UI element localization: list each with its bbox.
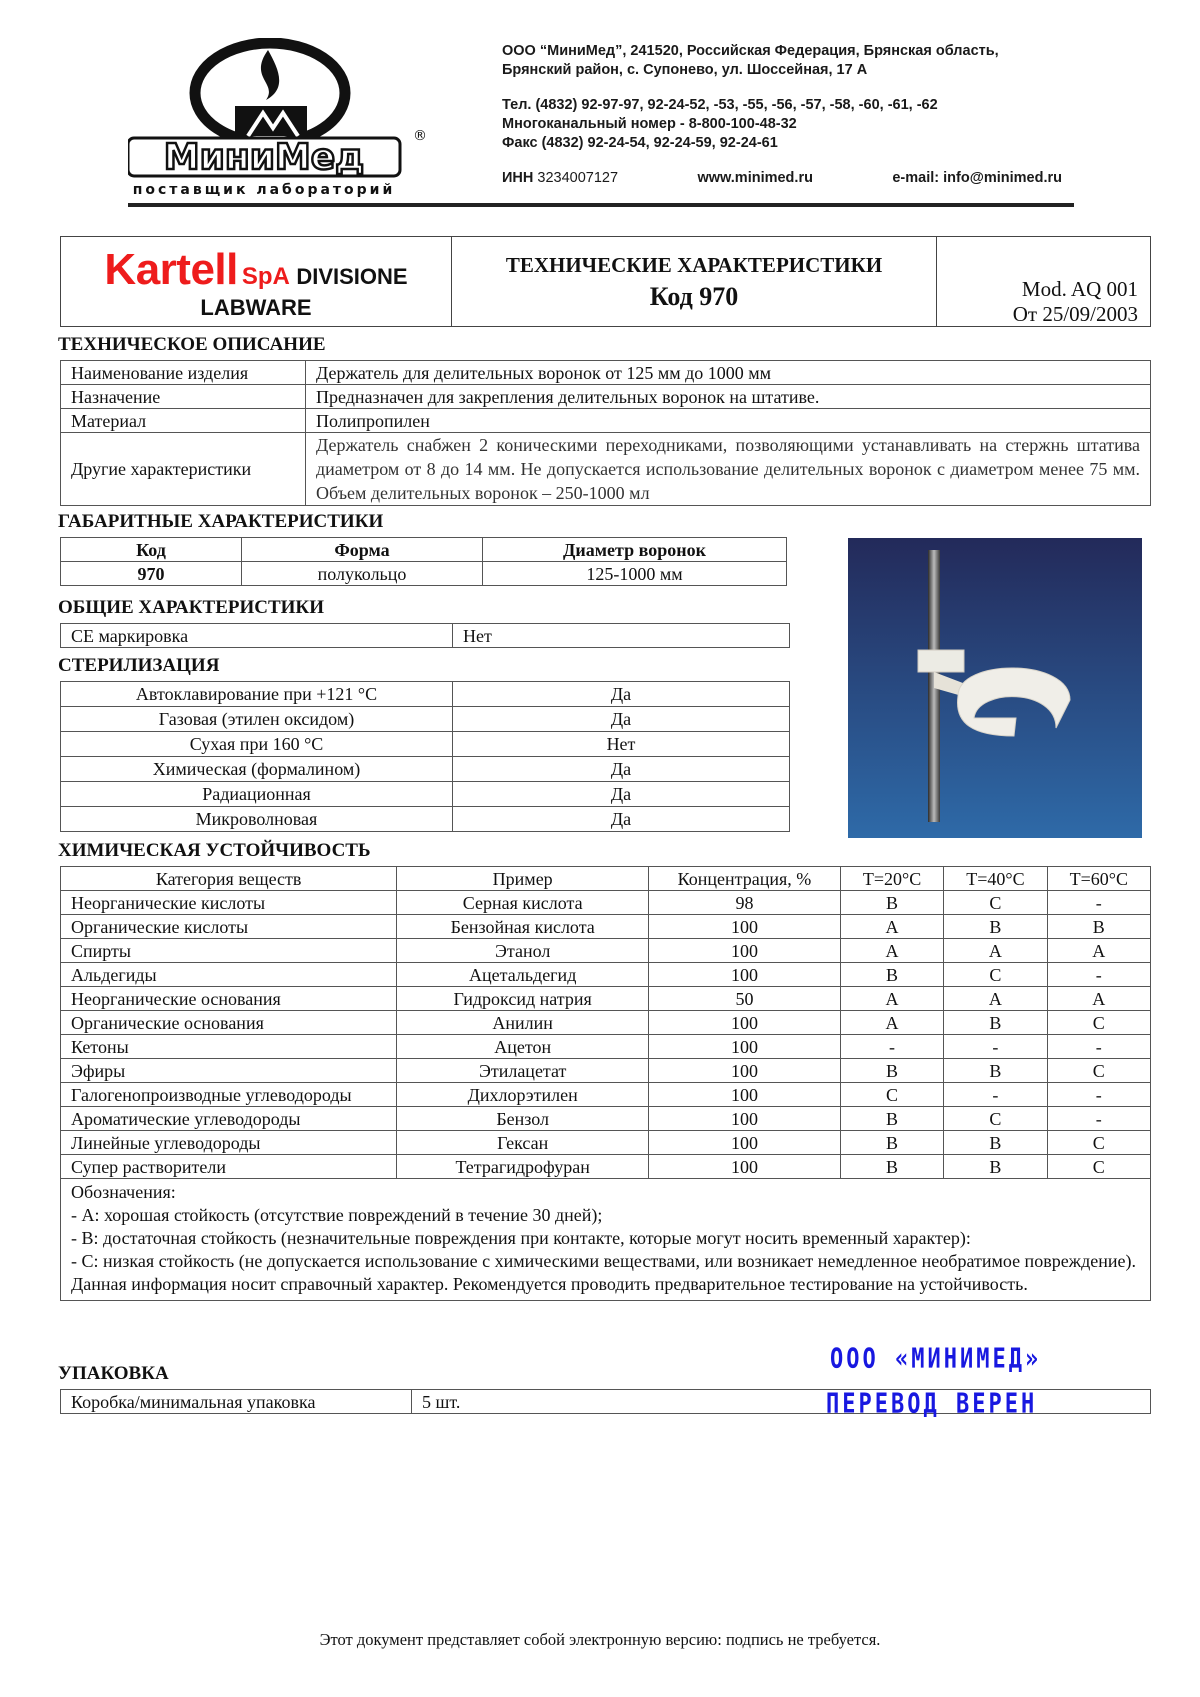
general-table [60,623,790,648]
email-link[interactable]: e-mail: info@minimed.ru [892,170,1062,186]
table-row: Автоклавирование при +121 °С Да [61,682,790,707]
minimed-logo [128,38,438,198]
t60-cell: C [1047,1011,1150,1035]
example-cell: Ацетальдегид [397,963,649,987]
t60-cell: B [1047,915,1150,939]
t40-cell: A [944,987,1047,1011]
concentration-cell: 100 [649,1059,841,1083]
example-cell: Гидроксид натрия [397,987,649,1011]
product-code-title: Код 970 [649,282,739,311]
multichannel-number: Многоканальный номер - 8-800-100-48-32 [502,116,797,132]
table-row: Назначение Предназначен для закрепления делительных воронок на штативе. [61,385,1151,409]
flame-icon [261,50,279,100]
kartell-brand: Kartell SpA DIVISIONE LABWARE [61,237,452,326]
t60-cell: - [1047,963,1150,987]
t40-cell: B [944,1131,1047,1155]
category-cell: Органические основания [61,1011,397,1035]
legend: Обозначения: - А: хорошая стойкость (отсутствие повреждений в течение 30 дней); - В: достаточная стойкость (незначительные повреждения при контакте, которые могут носить временный характер): - С: низкая стойкость (не допускается использование с химическими веществами, или возникает немедленное необратимое повреждение). Данная информация носит справочный характер. Рекомендуется проводить предварительное тестирование на устойчивость. [61,1179,1151,1301]
t20-cell: B [840,1155,943,1179]
t40-cell: B [944,1011,1047,1035]
t60-cell: C [1047,1155,1150,1179]
category-cell: Органические кислоты [61,915,397,939]
example-cell: Гексан [397,1131,649,1155]
concentration-cell: 100 [649,1011,841,1035]
section-heading-general: ОБЩИЕ ХАРАКТЕРИСТИКИ [58,597,324,618]
address-line1: ООО “МиниМед”, 241520, Российская Федерация, Брянская область, [502,43,999,59]
table-row: Химическая (формалином) Да [61,757,790,782]
t20-cell: B [840,891,943,915]
table-header-row: Категория веществ Пример Концентрация, % T=20°C T=40°C T=60°C [61,867,1151,891]
t60-cell: A [1047,987,1150,1011]
concentration-cell: 98 [649,891,841,915]
example-cell: Бензойная кислота [397,915,649,939]
table-row [61,915,1151,939]
minimed-logo-graphic [128,38,438,198]
t40-cell: - [944,1035,1047,1059]
table-row [61,987,1151,1011]
t20-cell: B [840,1059,943,1083]
table-row [61,1107,1151,1131]
concentration-cell: 100 [649,1107,841,1131]
concentration-cell: 100 [649,939,841,963]
t40-cell: C [944,1107,1047,1131]
table-row [61,1083,1151,1107]
category-cell: Линейные углеводороды [61,1131,397,1155]
table-row [61,1131,1151,1155]
table-row [61,1011,1151,1035]
concentration-cell: 100 [649,1083,841,1107]
logo-wordmark: МиниМед [163,137,365,178]
table-row: 970 полукольцо 125-1000 мм [61,562,787,586]
category-cell: Супер растворители [61,1155,397,1179]
t60-cell: C [1047,1131,1150,1155]
category-cell: Альдегиды [61,963,397,987]
legend-row [61,1179,1151,1301]
table-row [61,963,1151,987]
category-cell: Эфиры [61,1059,397,1083]
table-row: СЕ маркировка Нет [61,624,790,648]
concentration-cell: 50 [649,987,841,1011]
table-header-row: Код Форма Диаметр воронок [61,538,787,562]
table-row: Материал Полипропилен [61,409,1151,433]
product-photo [848,538,1142,838]
concentration-cell: 100 [649,1155,841,1179]
category-cell: Ароматические углеводороды [61,1107,397,1131]
t60-cell: A [1047,939,1150,963]
section-heading-sterilization: СТЕРИЛИЗАЦИЯ [58,655,220,676]
category-cell: Спирты [61,939,397,963]
chemical-resistance-table [60,866,1151,1301]
t20-cell: C [840,1083,943,1107]
concentration-cell: 100 [649,1035,841,1059]
section-heading-technical: ТЕХНИЧЕСКОЕ ОПИСАНИЕ [58,334,326,355]
document-title-box [60,236,1151,327]
t20-cell: A [840,987,943,1011]
table-row: Коробка/минимальная упаковка 5 шт. [61,1390,1151,1414]
t20-cell: B [840,963,943,987]
table-row: Газовая (этилен оксидом) Да [61,707,790,732]
example-cell: Ацетон [397,1035,649,1059]
company-contacts [502,42,1062,188]
section-heading-packaging: УПАКОВКА [58,1363,169,1384]
section-heading-dimensions: ГАБАРИТНЫЕ ХАРАКТЕРИСТИКИ [58,511,384,532]
example-cell: Анилин [397,1011,649,1035]
t40-cell: A [944,939,1047,963]
category-cell: Неорганические основания [61,987,397,1011]
example-cell: Тетрагидрофуран [397,1155,649,1179]
stamp-company: ООО «МИНИМЕД» [830,1343,1042,1376]
chemical-rows [61,891,1151,1179]
table-row: Другие характеристики Держатель снабжен 2 коническими переходниками, позволяющими устанавливать на стержнь штатива диаметром от 8 до 14 мм. Не допускается использование делительных воронок с диаметром менее 75 мм. Объем делительных воронок – 250-1000 мл [61,433,1151,506]
table-row: Радиационная Да [61,782,790,807]
t40-cell: B [944,1155,1047,1179]
technical-description-table [60,360,1151,506]
concentration-cell: 100 [649,963,841,987]
table-row [61,1035,1151,1059]
table-row: Микроволновая Да [61,807,790,832]
t20-cell: B [840,1131,943,1155]
t60-cell: - [1047,891,1150,915]
table-row [61,939,1151,963]
concentration-cell: 100 [649,1131,841,1155]
example-cell: Дихлорэтилен [397,1083,649,1107]
phone-numbers: Тел. (4832) 92-97-97, 92-24-52, -53, -55, -56, -57, -58, -60, -61, -62 [502,97,938,113]
t20-cell: A [840,915,943,939]
t20-cell: B [840,1107,943,1131]
document-revision: Mod. AQ 001 От 25/09/2003 [1012,277,1138,326]
table-row [61,1155,1151,1179]
t40-cell: - [944,1083,1047,1107]
svg-text:®: ® [413,128,427,144]
table-row [61,1059,1151,1083]
sterilization-table [60,681,790,832]
footer-note: Этот документ представляет собой электронную версию: подпись не требуется. [319,1630,881,1649]
website-link[interactable]: www.minimed.ru [697,170,813,186]
category-cell: Неорганические кислоты [61,891,397,915]
t60-cell: - [1047,1035,1150,1059]
table-row [61,891,1151,915]
example-cell: Серная кислота [397,891,649,915]
t20-cell: - [840,1035,943,1059]
t20-cell: A [840,939,943,963]
table-row: Наименование изделия Держатель для делительных воронок от 125 мм до 1000 мм [61,361,1151,385]
t60-cell: - [1047,1083,1150,1107]
t40-cell: B [944,915,1047,939]
inn: ИНН 3234007127 [502,170,619,186]
table-row: Сухая при 160 °С Нет [61,732,790,757]
t20-cell: A [840,1011,943,1035]
category-cell: Галогенопроизводные углеводороды [61,1083,397,1107]
t60-cell: C [1047,1059,1150,1083]
category-cell: Кетоны [61,1035,397,1059]
t40-cell: B [944,1059,1047,1083]
fax-numbers: Факс (4832) 92-24-54, 92-24-59, 92-24-61 [502,135,778,151]
funnel-holder-image [848,538,1142,838]
concentration-cell: 100 [649,915,841,939]
example-cell: Этанол [397,939,649,963]
t40-cell: C [944,891,1047,915]
example-cell: Этилацетат [397,1059,649,1083]
stamp-translation-certified: ПЕРЕВОД ВЕРЕН [826,1388,1038,1421]
section-heading-chemical: ХИМИЧЕСКАЯ УСТОЙЧИВОСТЬ [58,840,371,861]
address-line2: Брянский район, с. Супонево, ул. Шоссейная, 17 А [502,62,868,78]
header-divider [128,203,1074,207]
example-cell: Бензол [397,1107,649,1131]
t60-cell: - [1047,1107,1150,1131]
logo-tagline: поставщик лабораторий [132,182,396,198]
t40-cell: C [944,963,1047,987]
document-title: ТЕХНИЧЕСКИЕ ХАРАКТЕРИСТИКИ Код 970 [452,237,937,326]
dimensions-table [60,537,787,586]
